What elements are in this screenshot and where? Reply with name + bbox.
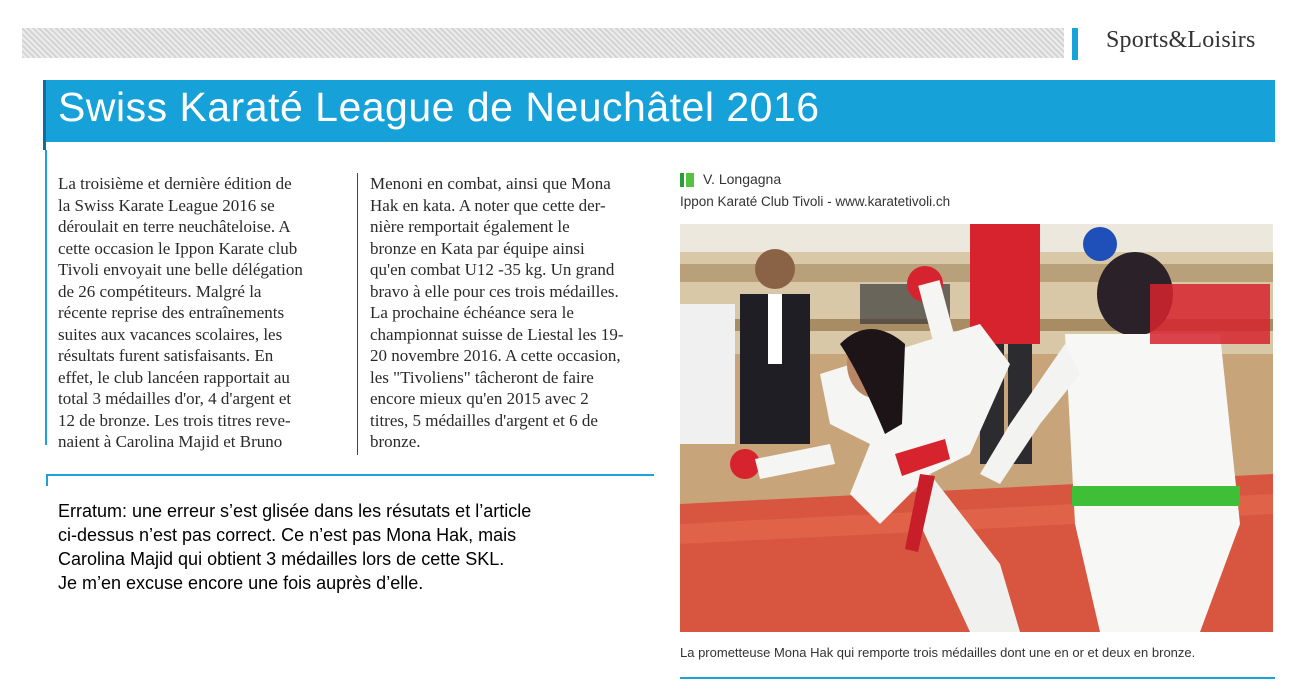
column-divider [357, 173, 358, 455]
article-photo [680, 224, 1273, 632]
erratum-frame-top [46, 474, 654, 476]
photo-credit-icon [680, 173, 696, 187]
article-column-1: La troisième et dernière édition de la Swiss Karate League 2016 se déroulait en terre neuchâteloise. A cette occasion le Ippon Karate club Tivoli envoyait une belle délégation de 26 compétiteurs. Malgré la récente reprise des entraînements suites aux vacances scolaires, les résultats furent satisfaisants. En effet, le club lancéen rapportait au total 3 médailles d'or, 4 d'argent et 12 de bronze. Les trois titres reve- naient à Carolina Majid et Bruno [58, 174, 303, 451]
photo-caption: La prometteuse Mona Hak qui remporte trois médailles dont une en or et deux en bronze. [680, 645, 1196, 660]
photo-author: V. Longagna [703, 171, 782, 187]
header-texture-band [22, 28, 1064, 58]
column-rule-left [45, 150, 47, 445]
erratum-frame-left [46, 474, 48, 486]
title-bar-accent [43, 80, 46, 150]
section-label: Sports&Loisirs [1106, 27, 1256, 53]
bottom-rule [680, 677, 1275, 679]
erratum-note: Erratum: une erreur s’est glisée dans les résutats et l’article ci-dessus n’est pas correct. Ce n’est pas Mona Hak, mais Carolina Majid qui obtient 3 médailles lors de cette SKL. Je m’en excuse encore une fois auprès d’elle. [58, 501, 532, 593]
section-marker [1072, 28, 1078, 60]
article-column-2: Menoni en combat, ainsi que Mona Hak en kata. A noter que cette der- nière remportait également le bronze en Kata par équipe ainsi qu'en combat U12 -35 kg. Un grand bravo à elle pour ces trois médailles. La prochaine échéance sera le championnat suisse de Liestal les 19- 20 novembre 2016. A cette occasion, les "Tivoliens" tâcheront de faire encore mieux qu'en 2015 avec 2 titres, 5 médailles d'argent et 6 de bronze. [370, 174, 624, 451]
photo-club-credit: Ippon Karaté Club Tivoli - www.karatetivoli.ch [680, 194, 951, 209]
article-title: Swiss Karaté League de Neuchâtel 2016 [58, 84, 820, 130]
